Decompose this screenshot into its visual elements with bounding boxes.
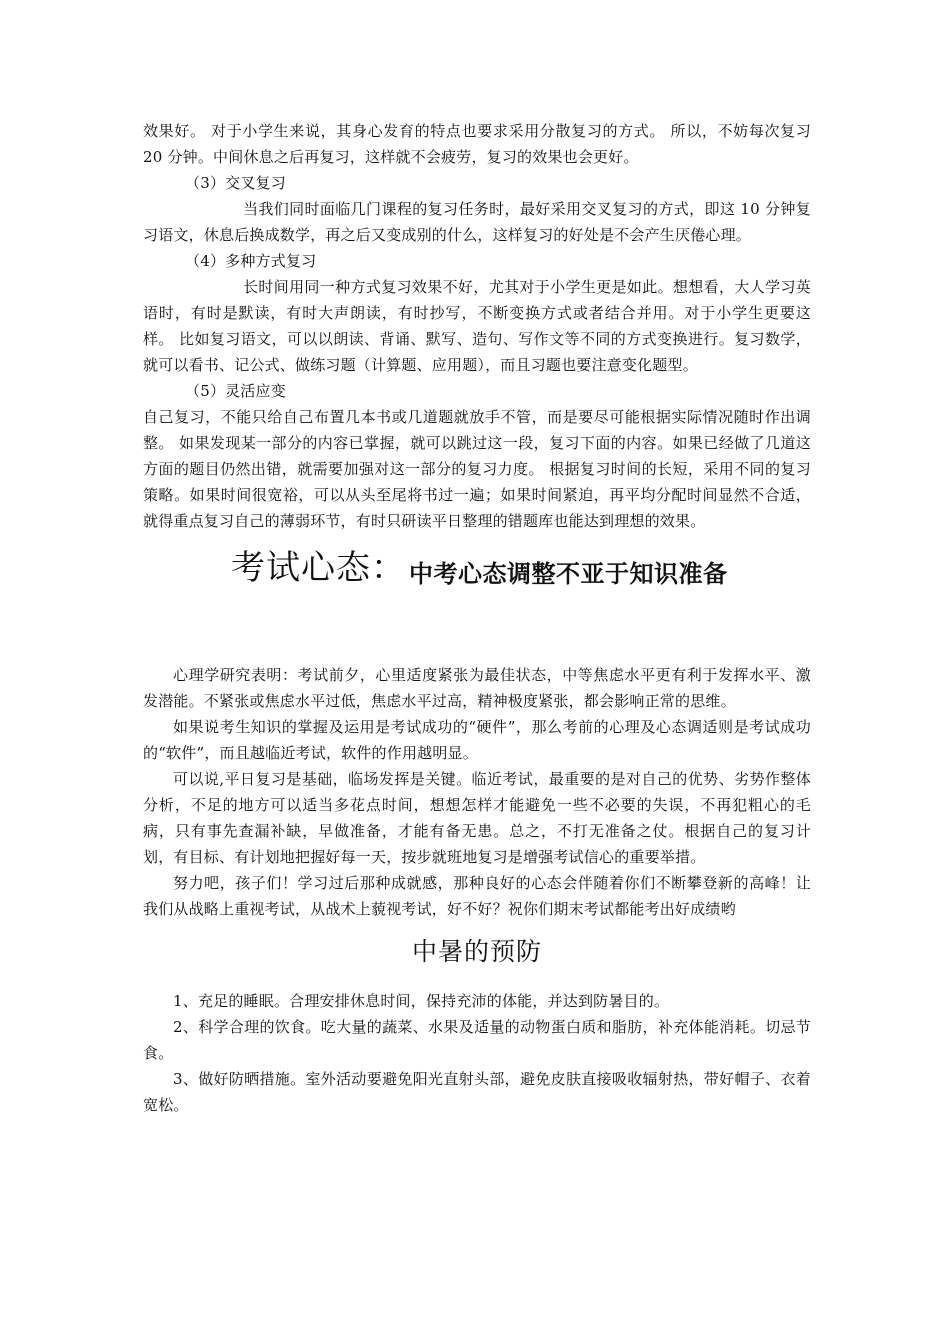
document-body	[143, 118, 811, 1118]
heatstroke-item-2: 2、科学合理的饮食。吃大量的蔬菜、水果及适量的动物蛋白质和脂肪，补充体能消耗。切忌节食。	[143, 1018, 811, 1062]
mindset-paragraph-4: 努力吧，孩子们！学习过后那种成就感，那种良好的心态会伴随着你们不断攀登新的高峰！让我们从战略上重视考试，从战术上藐视考试，好不好？祝你们期末考试都能考出好成绩哟	[143, 874, 811, 918]
mindset-subtitle: 中考心态调整不亚于知识准备	[409, 560, 728, 588]
cross-review-paragraph: 当我们同时面临几门课程的复习任务时，最好采用交叉复习的方式，即这 10 分钟复习语文，休息后换成数学，再之后又变成别的什么，这样复习的好处是不会产生厌倦心理。	[143, 200, 811, 244]
heatstroke-item-1: 1、充足的睡眠。合理安排休息时间，保持充沛的体能，并达到防暑目的。	[173, 992, 670, 1010]
flexible-review-paragraph: 自己复习，不能只给自己布置几本书或几道题就放手不管，而是要尽可能根据实际情况随时作出调整。 如果发现某一部分的内容已掌握，就可以跳过这一段，复习下面的内容。如果已经做了几道这方面的题目仍然出错，就需要加强对这一部分的复习力度。 根据复习时间的长短，采用不同的复习策略。如果时间很宽裕，可以从头至尾将书过一遍；如果时间紧迫，再平均分配时间显然不合适，就得重点复习自己的薄弱环节，有时只研读平日整理的错题库也能达到理想的效果。	[143, 408, 811, 530]
cross-review-heading: （3）交叉复习	[185, 174, 286, 192]
heatstroke-item-3: 3、做好防晒措施。室外活动要避免阳光直射头部，避免皮肤直接吸收辐射热，带好帽子、衣着宽松。	[143, 1070, 811, 1114]
mindset-paragraph-1: 心理学研究表明：考试前夕，心里适度紧张为最佳状态，中等焦虑水平更有利于发挥水平、激发潜能。不紧张或焦虑水平过低，焦虑水平过高，精神极度紧张，都会影响正常的思维。	[143, 666, 811, 710]
multi-method-heading: （4）多种方式复习	[185, 252, 317, 270]
mindset-paragraph-2: 如果说考生知识的掌握及运用是考试成功的“硬件”，那么考前的心理及心态调适则是考试成功的“软件”，而且越临近考试，软件的作用越明显。	[143, 718, 811, 762]
multi-method-paragraph: 长时间用同一种方式复习效果不好，尤其对于小学生更是如此。想想看，大人学习英语时，有时是默读，有时大声朗读，有时抄写，不断变换方式或者结合并用。对于小学生更要这样。 比如复习语文，可以以朗读、背诵、默写、造句、写作文等不同的方式变换进行。复习数学，就可以看书、记公式、做练习题（计算题、应用题），而且习题也要注意变化题型。	[143, 278, 811, 374]
mindset-paragraph-3: 可以说,平日复习是基础，临场发挥是关键。临近考试，最重要的是对自己的优势、劣势作整体分析，不足的地方可以适当多花点时间，想想怎样才能避免一些不必要的失误，不再犯粗心的毛病，只有事先查漏补缺，早做准备，才能有备无患。总之，不打无准备之仗。根据自己的复习计划，有目标、有计划地把握好每一天，按步就班地复习是增强考试信心的重要举措。	[143, 770, 811, 866]
heatstroke-title: 中暑的预防	[411, 937, 542, 966]
review-intro-paragraph: 效果好。 对于小学生来说，其身心发育的特点也要求采用分散复习的方式。 所以，不妨每次复习 20 分钟。中间休息之后再复习，这样就不会疲劳，复习的效果也会更好。	[143, 122, 811, 166]
flexible-review-heading: （5）灵活应变	[185, 382, 286, 400]
mindset-title: 考试心态：	[231, 548, 406, 588]
mindset-heading	[143, 542, 811, 662]
